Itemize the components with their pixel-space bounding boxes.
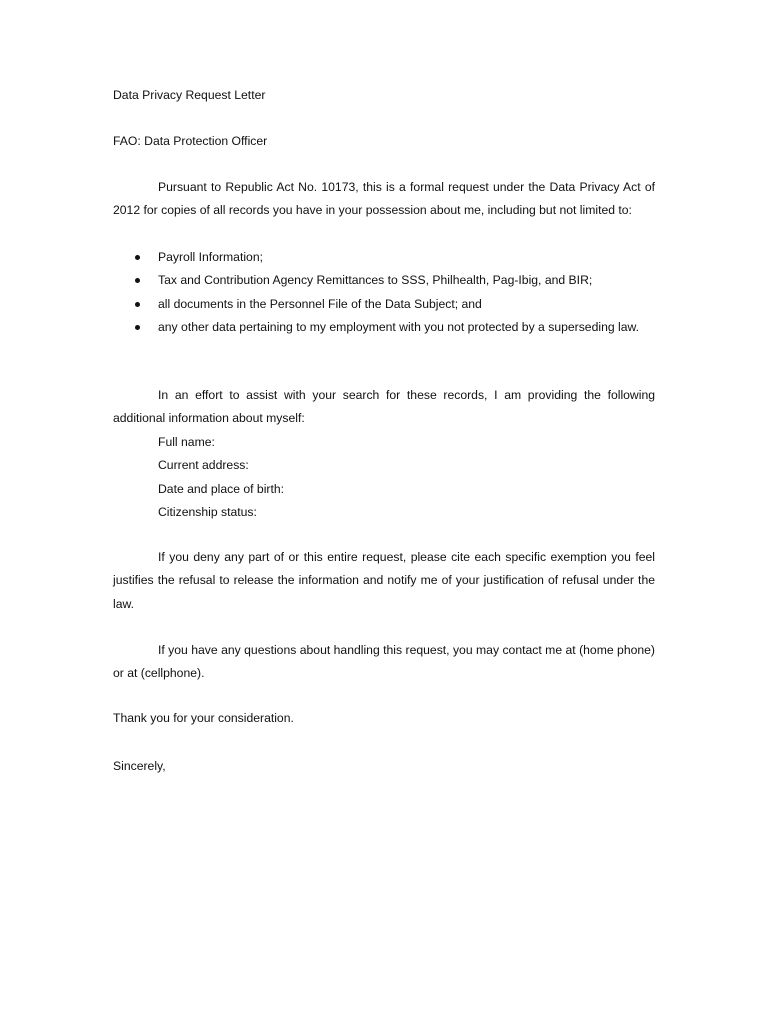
list-item-text: any other data pertaining to my employment with you not protected by a superseding law. [158, 320, 640, 335]
bullet-icon [135, 325, 140, 330]
list-item [113, 293, 655, 316]
thanks-line: Thank you for your consideration. [113, 711, 294, 725]
deny-paragraph: If you deny any part of or this entire request, please cite each specific exemption you feel justifies the refusal to release the information and notify me of your justification of refusal under the law. [113, 550, 655, 611]
bullet-icon [135, 255, 140, 260]
list-item-text: Tax and Contribution Agency Remittances to SSS, Philhealth, Pag-Ibig, and BIR; [158, 273, 593, 288]
field-birth: Date and place of birth: [158, 481, 285, 496]
field-citizenship: Citizenship status: [158, 505, 257, 520]
closing-line: Sincerely, [113, 759, 166, 773]
bullet-icon [135, 278, 140, 283]
letter-addressee: FAO: Data Protection Officer [113, 134, 268, 148]
contact-paragraph: If you have any questions about handling this request, you may contact me at (home phone) or at (cellphone). [113, 643, 655, 681]
bullet-icon [135, 302, 140, 307]
field-current-address: Current address: [158, 458, 249, 473]
field-full-name: Full name: [158, 435, 215, 449]
list-item [113, 269, 655, 292]
list-item [113, 246, 655, 269]
assist-paragraph: In an effort to assist with your search for these records, I am providing the following additional information about myself: [113, 388, 655, 426]
personal-info-fields [158, 431, 284, 525]
records-list [113, 246, 655, 340]
list-item-text: Payroll Information; [158, 250, 263, 264]
list-item [113, 316, 655, 339]
letter-title: Data Privacy Request Letter [113, 88, 266, 102]
list-item-text: all documents in the Personnel File of the Data Subject; and [158, 296, 482, 311]
intro-paragraph: Pursuant to Republic Act No. 10173, this is a formal request under the Data Privacy Act of 2012 for copies of all records you have in your possession about me, including but not limited to: [113, 180, 655, 218]
